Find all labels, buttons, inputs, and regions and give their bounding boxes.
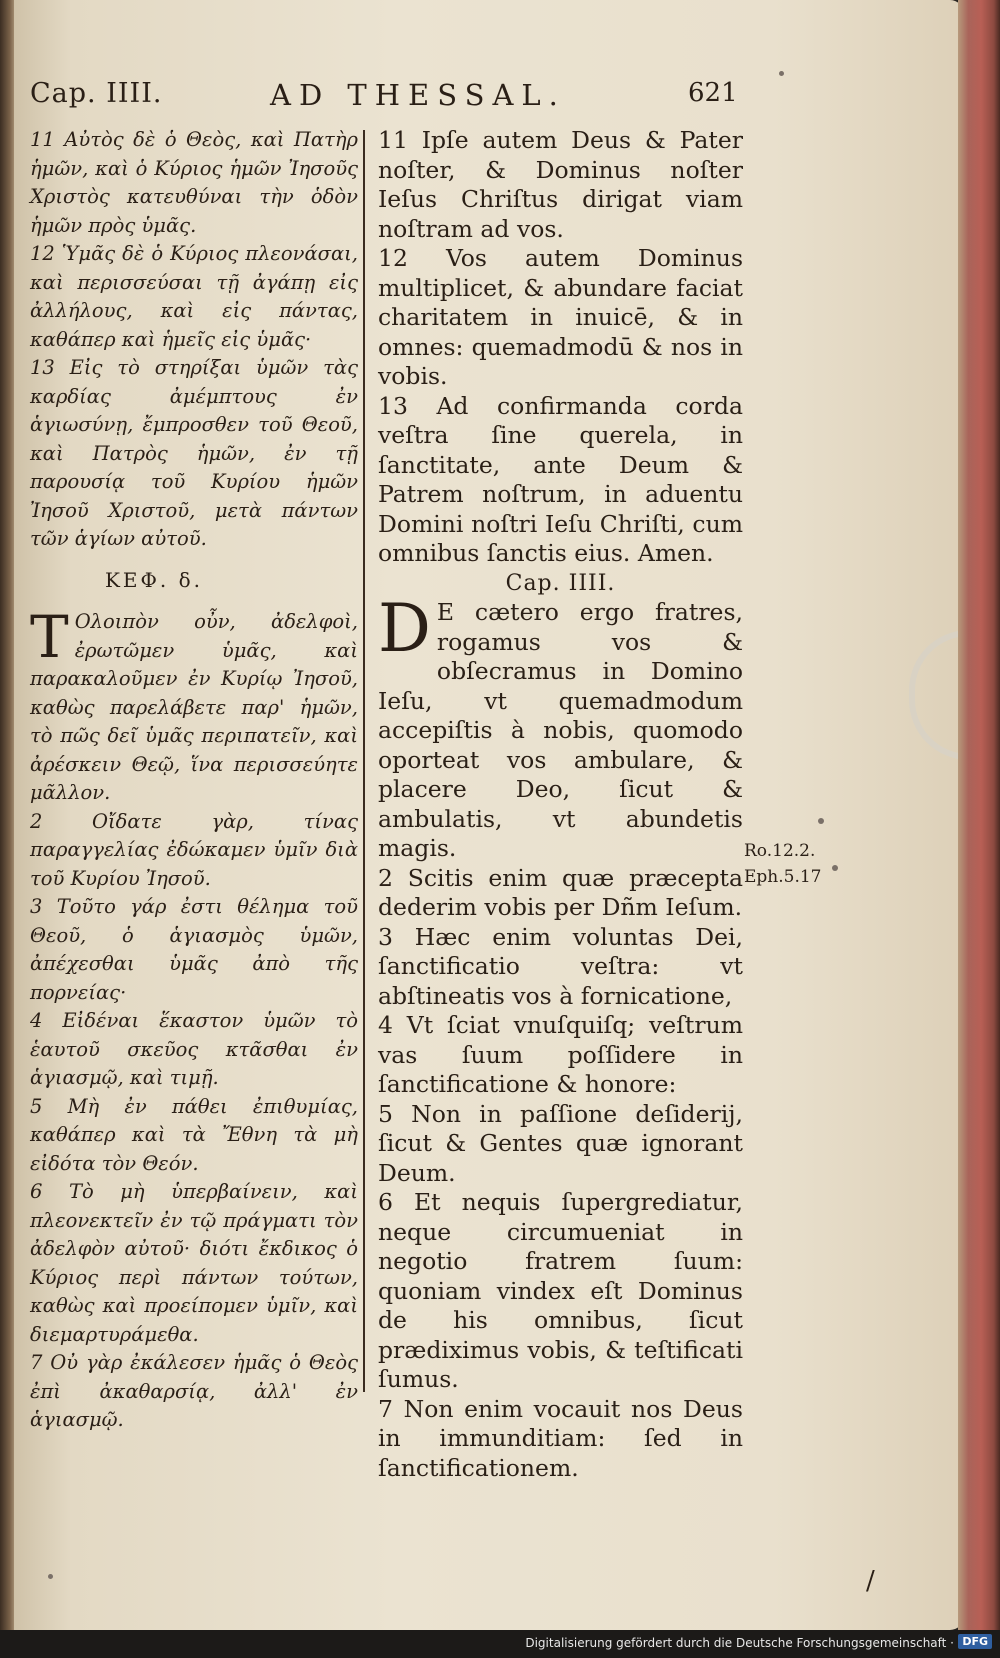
margin-note: Ro.12.2. [744,841,816,861]
latin-verse-first-text: E cætero ergo fratres, rogamus vos & obſecramus in Domino Ieſu, vt quemadmodum accepiſtis à nobis, quomodo oporteat vos ambulare, & placere Deo, ſicut & ambulatis, vt abundetis magis. [378,598,743,862]
greek-verse: 2 Οἴδατε γὰρ, τίνας παραγγελίας ἐδώκαμεν ὑμῖν διὰ τοῦ Κυρίου Ἰησοῦ. [30,809,358,890]
latin-column [378,126,743,1483]
latin-verse: 7 Non enim vocauit nos Deus in immunditiam: ſed in ſanctificationem. [378,1394,743,1482]
latin-chapter-heading: Cap. IIII. [505,570,616,596]
book-right-edge [958,0,1000,1630]
latin-verse-first [378,590,743,864]
latin-verse: 3 Hæc enim voluntas Dei, ſanctificatio veſtra: vt abſtineatis vos à fornicatione, [378,922,743,1010]
header-chapter: Cap. IIII. [30,78,163,109]
greek-verse: 5 Μὴ ἐν πάθει ἐπιθυμίας, καθάπερ καὶ τὰ Ἔθνη τὰ μὴ εἰδότα τὸν Θεόν. [30,1094,358,1175]
margin-notes [744,838,844,890]
ink-speck [48,1574,53,1579]
column-divider [363,130,365,1392]
ink-speck [832,865,838,871]
greek-verse: 6 Τὸ μὴ ὑπερβαίνειν, καὶ πλεονεκτεῖν ἐν τῷ πράγματι τὸν ἀδελφὸν αὐτοῦ· διότι ἔκδικος ὁ Κύριος περὶ πάντων τούτων, καθὼς καὶ προείπομεν ὑμῖν, καὶ διεμαρτυράμεθα. [30,1180,358,1346]
pen-mark: / [866,1566,875,1596]
greek-chapter-heading: ΚΕΦ. δ. [104,567,204,592]
page-number: 621 [688,78,738,108]
book-left-edge [0,0,14,1658]
dfg-logo: DFG [958,1634,992,1649]
ink-speck [779,71,784,76]
latin-verse: 11 Ipſe autem Deus & Pater noſter, & Dominus noſter Ieſus Chriſtus dirigat viam noſtram ad vos. [378,126,743,243]
latin-verse: 4 Vt ſciat vnuſquiſq; veſtrum vas ſuum poſſidere in ſanctificatione & honore: [378,1011,743,1098]
running-header [30,78,790,118]
digitization-credit: Digitalisierung gefördert durch die Deutsche Forschungsgemeinschaft · [525,1636,954,1650]
greek-verse-first-text: Ολοιπὸν οὖν, ἀδελφοὶ, ἐρωτῶμεν ὑμᾶς, καὶ παρακαλοῦμεν ἐν Κυρίῳ Ἰησοῦ, καθὼς παρελάβετε παρ' ἡμῶν, τὸ πῶς δεῖ ὑμᾶς περιπατεῖν, καὶ ἀρέσκειν Θεῷ, ἵνα περισσεύητε μᾶλλον. [30,610,358,804]
greek-column [30,126,358,1435]
latin-verse: 2 Scitis enim quæ præcepta dederim vobis per Dñm Ieſum. [378,863,743,921]
greek-dropcap: Τ [30,603,69,671]
greek-verse-first [30,603,358,808]
greek-verse: 4 Εἰδέναι ἕκαστον ὑμῶν τὸ ἑαυτοῦ σκεῦος κτᾶσθαι ἐν ἁγιασμῷ, καὶ τιμῇ. [30,1009,358,1089]
ink-speck [818,818,824,824]
greek-verse: 12 Ὑμᾶς δὲ ὁ Κύριος πλεονάσαι, καὶ περισσεύσαι τῇ ἀγάπῃ εἰς ἀλλήλους, καὶ εἰς πάντας, καθάπερ καὶ ἡμεῖς εἰς ὑμᾶς· [30,242,358,351]
margin-note: Eph.5.17 [744,867,822,887]
latin-verse: 5 Non in paſſione deſiderij, ſicut & Gentes quæ ignorant Deum. [378,1099,743,1187]
latin-verse: 13 Ad confirmanda corda veſtra ſine querela, in ſanctitate, ante Deum & Patrem noſtrum, in aduentu Domini noſtri Ieſu Chriſti, cum omnibus ſanctis eius. Amen. [378,391,743,567]
latin-dropcap: D [378,590,431,667]
latin-verse: 12 Vos autem Dominus multiplicet, & abundare faciat charitatem in inuicē, & in omnes: quemadmodū & nos in vobis. [378,244,743,390]
header-title: AD THESSAL. [270,78,566,112]
greek-verse: 13 Εἰς τὸ στηρίξαι ὑμῶν τὰς καρδίας ἀμέμπτους ἐν ἁγιωσύνῃ, ἔμπροσθεν τοῦ Θεοῦ, καὶ Πατρὸς ἡμῶν, ἐν τῇ παρουσίᾳ τοῦ Κυρίου ἡμῶν Ἰησοῦ Χριστοῦ, μετὰ πάντων τῶν ἁγίων αὐτοῦ. [30,356,358,550]
greek-verse: 7 Οὐ γὰρ ἐκάλεσεν ἡμᾶς ὁ Θεὸς ἐπὶ ἀκαθαρσίᾳ, ἀλλ' ἐν ἁγιασμῷ. [30,1351,358,1431]
greek-verse: 11 Αὐτὸς δὲ ὁ Θεὸς, καὶ Πατὴρ ἡμῶν, καὶ ὁ Κύριος ἡμῶν Ἰησοῦς Χριστὸς κατευθύναι τὴν ὁδὸν ἡμῶν πρὸς ὑμᾶς. [30,128,358,237]
greek-verse: 3 Τοῦτο γάρ ἐστι θέλημα τοῦ Θεοῦ, ὁ ἁγιασμὸς ὑμῶν, ἀπέχεσθαι ὑμᾶς ἀπὸ τῆς πορνείας· [30,895,358,1004]
latin-verse: 6 Et nequis ſupergrediatur, neque circumueniat in negotio fratrem ſuum: quoniam vindex eſt Dominus de his omnibus, ſicut prædiximus vobis, & teſtificati ſumus. [378,1188,743,1393]
